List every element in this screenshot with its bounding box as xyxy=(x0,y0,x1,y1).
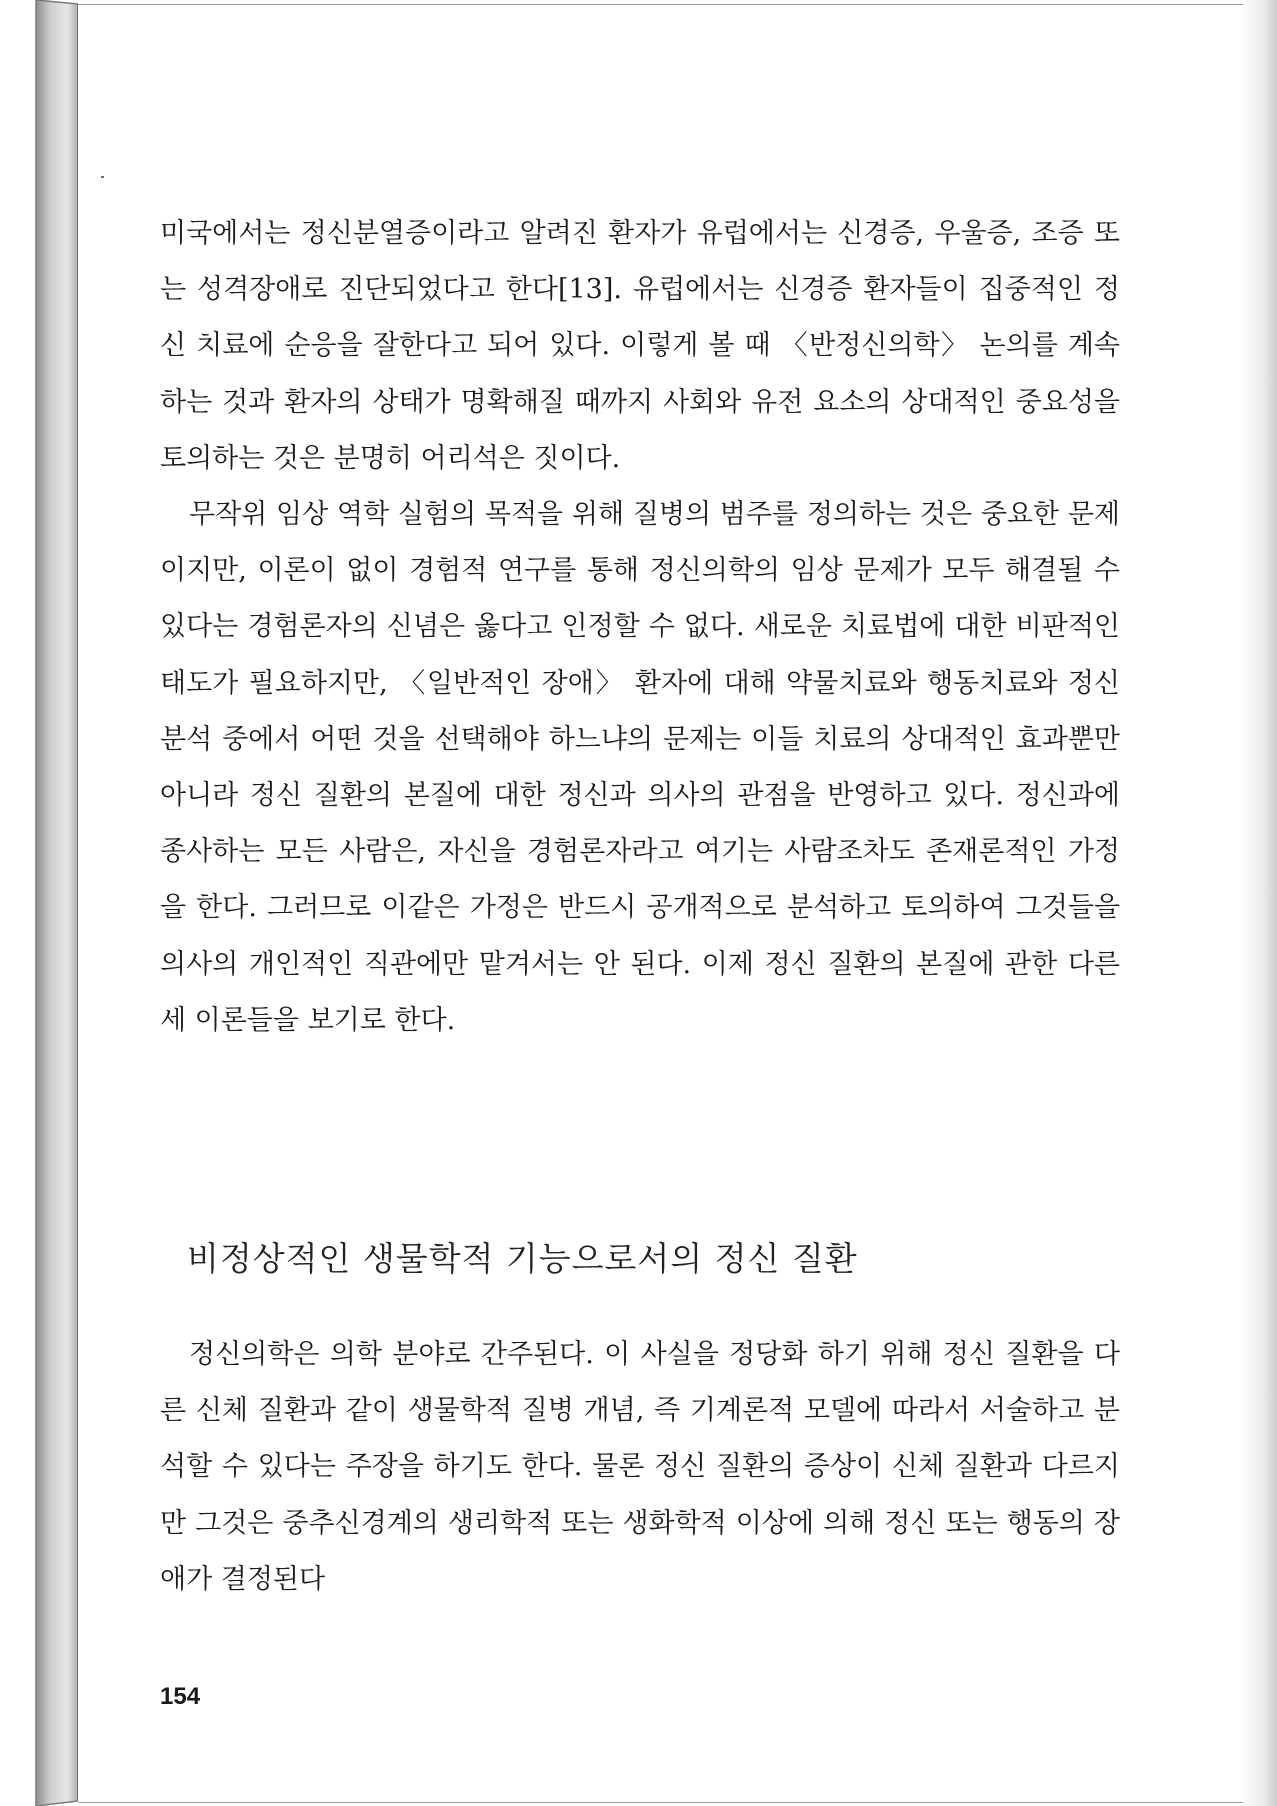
paragraph: 무작위 임상 역학 실험의 목적을 위해 질병의 범주를 정의하는 것은 중요한 문제이지만, 이론이 없이 경험적 연구를 통해 정신의학의 임상 문제가 모두 해결될 수 있다는 경험론자의 신념은 옳다고 인정할 수 없다. 새로운 치료법에 대한 비판적인 태도가 필요하지만, 〈일반적인 장애〉 환자에 대해 약물치료와 행동치료와 정신분석 중에서 어떤 것을 선택해야 하느냐의 문제는 이들 치료의 상대적인 효과뿐만 아니라 정신 질환의 본질에 대한 정신과 의사의 관점을 반영하고 있다. 정신과에 종사하는 모든 사람은, 자신을 경험론자라고 여기는 사람조차도 존재론적인 가정을 한다. 그러므로 이같은 가정은 반드시 공개적으로 분석하고 토의하여 그것들을 의사의 개인적인 직관에만 맡겨서는 안 된다. 이제 정신 질환의 본질에 관한 다른 세 이론들을 보기로 한다. xyxy=(160,499,1120,1036)
body-text-after-heading xyxy=(160,1327,1120,1608)
section-heading: 비정상적인 생물학적 기능으로서의 정신 질환 xyxy=(187,1239,858,1278)
body-text-before-heading xyxy=(160,206,1120,1049)
scan-speck xyxy=(101,176,104,178)
page-number: 154 xyxy=(160,1683,201,1710)
paragraph: 미국에서는 정신분열증이라고 알려진 환자가 유럽에서는 신경증, 우울증, 조증 또는 성격장애로 진단되었다고 한다[13]. 유럽에서는 신경증 환자들이 집중적인 정신 치료에 순응을 잘한다고 되어 있다. 이렇게 볼 때 〈반정신의학〉 논의를 계속하는 것과 환자의 상태가 명확해질 때까지 사회와 유전 요소의 상대적인 중요성을 토의하는 것은 분명히 어리석은 짓이다. xyxy=(160,218,1120,474)
right-edge-shadow xyxy=(1241,0,1277,1806)
paragraph: 정신의학은 의학 분야로 간주된다. 이 사실을 정당화 하기 위해 정신 질환을 다른 신체 질환과 같이 생물학적 질병 개념, 즉 기계론적 모델에 따라서 서술하고 분석할 수 있다는 주장을 하기도 한다. 물론 정신 질환의 증상이 신체 질환과 다르지만 그것은 중추신경계의 생리학적 또는 생화학적 이상에 의해 정신 또는 행동의 장애가 결정된다 xyxy=(160,1339,1120,1595)
book-spine-edge xyxy=(0,0,78,1806)
